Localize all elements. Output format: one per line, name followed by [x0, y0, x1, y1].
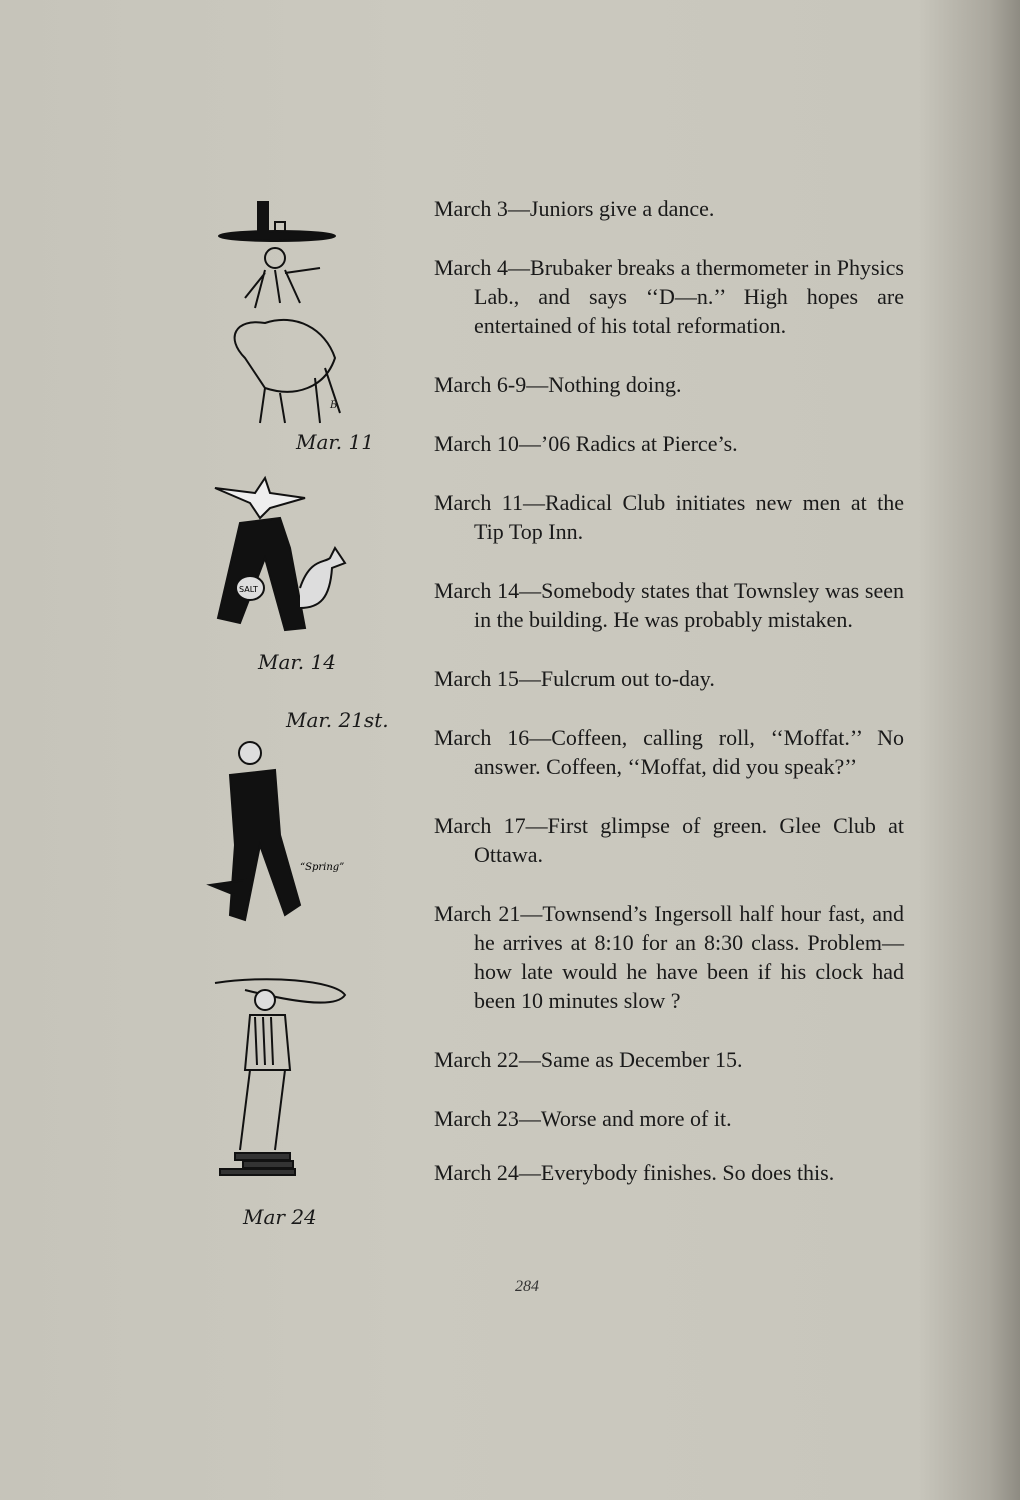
calendar-entries: [434, 194, 904, 1217]
entry: March 22—Same as December 15.: [434, 1047, 743, 1072]
man-chicken-goose-illustration: [210, 468, 360, 638]
entry: March 11—Radical Club initiates new men at the Tip Top Inn.: [434, 490, 904, 544]
entry: March 17—First glimpse of green. Glee Club at Ottawa.: [434, 813, 904, 867]
caption-mar-24: Mar 24: [243, 1205, 317, 1229]
waiter-on-bull-illustration: [205, 198, 365, 428]
salt-label: SALT: [239, 585, 258, 594]
entry: March 16—Coffeen, calling roll, ‘‘Moffat.’’ No answer. Coffeen, ‘‘Moffat, did you speak?’’: [434, 725, 904, 779]
page-number: 284: [515, 1278, 539, 1295]
caption-mar-14: Mar. 14: [258, 650, 336, 674]
spring-man-illustration: [205, 735, 355, 930]
entry: March 4—Brubaker breaks a thermometer in Physics Lab., and says ‘‘D—n.’’ High hopes are entertained of his total reformation.: [434, 255, 904, 338]
entry: March 15—Fulcrum out to-day.: [434, 666, 715, 691]
entry: March 21—Townsend’s Ingersoll half hour fast, and he arrives at 8:10 for an 8:30 class. Problem—how late would he have been if his clock had been 10 minutes slow ?: [434, 901, 904, 1013]
entry: March 23—Worse and more of it.: [434, 1106, 732, 1131]
entry: March 10—’06 Radics at Pierce’s.: [434, 431, 738, 456]
man-on-books-illustration: [205, 975, 355, 1185]
caption-mar-21: Mar. 21st.: [286, 708, 389, 732]
entry: March 3—Juniors give a dance.: [434, 196, 715, 221]
entry: March 24—Everybody finishes. So does this.: [434, 1160, 835, 1185]
spring-label: “Spring”: [300, 862, 345, 873]
entry: March 6-9—Nothing doing.: [434, 372, 682, 397]
signature: B: [330, 400, 338, 411]
caption-mar-11: Mar. 11: [296, 430, 374, 454]
entry: March 14—Somebody states that Townsley was seen in the building. He was probably mistaken.: [434, 578, 904, 632]
